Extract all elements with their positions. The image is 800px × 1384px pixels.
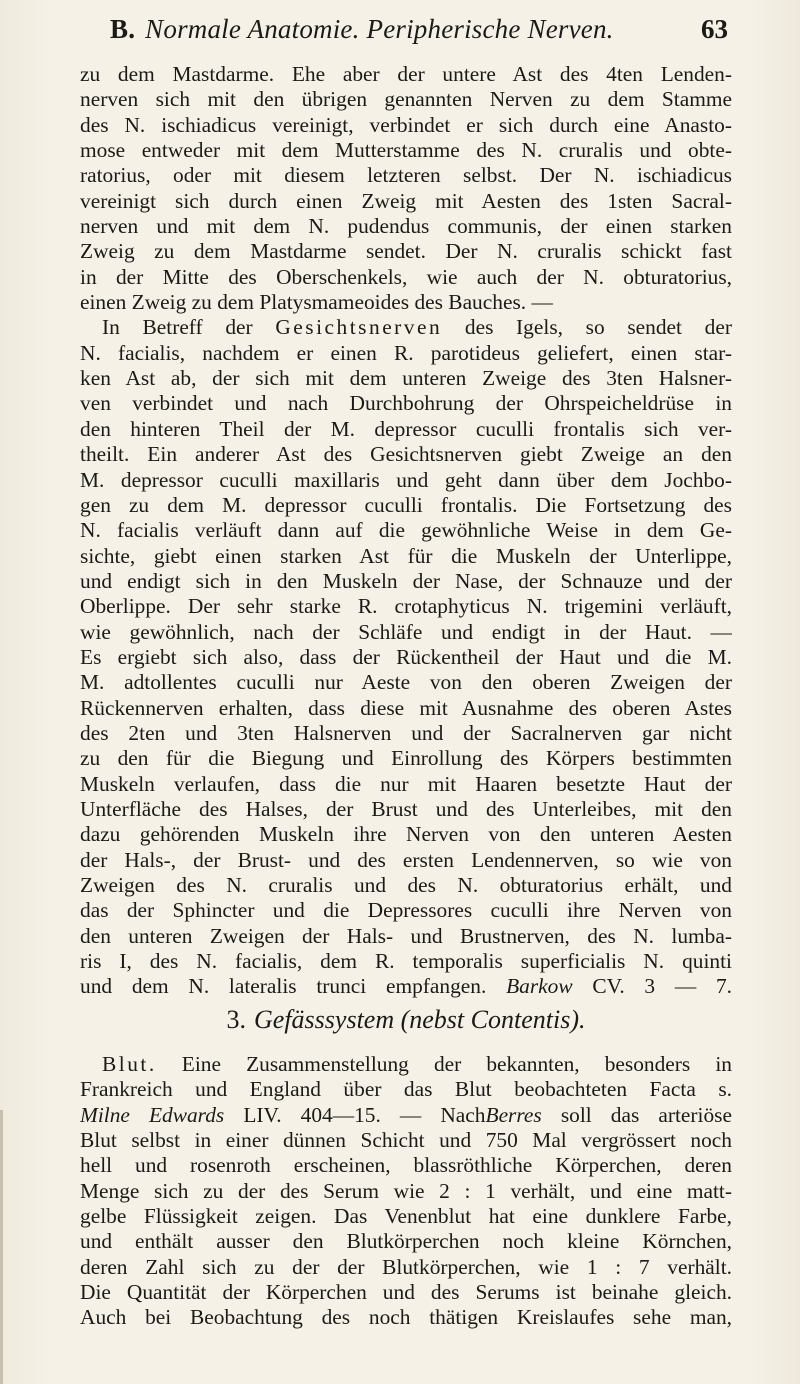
text-line: gen zu dem M. depressor cuculli frontalis. Die Fortsetzung des <box>80 492 732 517</box>
text-line: Frankreich und England über das Blut beobachteten Facta s. <box>80 1077 732 1102</box>
text-line: der Hals-, der Brust- und des ersten Lendennerven, so wie von <box>80 847 732 872</box>
page-number: 63 <box>701 14 728 44</box>
text-line: dazu gehörenden Muskeln ihre Nerven von den unteren Aesten <box>80 822 732 847</box>
text-line: mose entweder mit dem Mutterstamme des N. cruralis und obte- <box>80 138 732 163</box>
text-line: M. adtollentes cuculli nur Aeste von den oberen Zweigen der <box>80 670 732 695</box>
text-line: das der Sphincter und die Depressores cuculli ihre Nerven von <box>80 898 732 923</box>
text-fragment: des Igels, so sendet der <box>464 315 732 340</box>
text-line: Die Quantität der Körperchen und des Serums ist beinahe gleich. <box>80 1280 732 1305</box>
spaced-term: Gesichtsnerven <box>275 315 443 340</box>
text-line: den unteren Zweigen der Hals- und Brustnerven, des N. lumba- <box>80 923 732 948</box>
text-line: Auch bei Beobachtung des noch thätigen Kreislaufes sehe man, <box>80 1305 732 1330</box>
citation-author: Barkow <box>506 974 573 999</box>
blut-label: Blut. <box>102 1052 157 1076</box>
text-line: und enthält ausser den Blutkörperchen noch kleine Körnchen, <box>80 1229 732 1254</box>
text-line: deren Zahl sich zu der der Blutkörperchen, wie 1 : 7 verhält. <box>80 1254 732 1279</box>
text-fragment: Eine Zusammenstellung der bekannten, besonders in <box>181 1052 732 1076</box>
header-title <box>110 14 614 45</box>
text-line: den hinteren Theil der M. depressor cuculli frontalis sich ver- <box>80 416 732 441</box>
section-title: Gefässsystem (nebst Contentis). <box>254 1005 586 1034</box>
main-text <box>80 62 732 1000</box>
text-line: theilt. Ein anderer Ast des Gesichtsnerven giebt Zweige an den <box>80 442 732 467</box>
text-line: Unterfläche des Halses, der Brust und des Unterleibes, mit den <box>80 796 732 821</box>
header-section-letter: B. <box>110 14 136 44</box>
running-header <box>80 14 728 54</box>
text-line: ven verbindet und nach Durchbohrung der Ohrspeicheldrüse in <box>80 391 732 416</box>
text-line: N. facialis, nachdem er einen R. parotideus geliefert, einen star- <box>80 340 732 365</box>
text-line: nerven und mit dem N. pudendus communis, der einen starken <box>80 214 732 239</box>
text-line: vereinigt sich durch einen Zweig mit Aesten des 1sten Sacral- <box>80 188 732 213</box>
citation-ref: LIV. 404—15. — Nach <box>243 1102 486 1127</box>
header-title-text: Normale Anatomie. Peripherische Nerven. <box>145 14 614 44</box>
text-line: des N. ischiadicus vereinigt, verbindet er sich durch eine Anasto- <box>80 112 732 137</box>
text-line: gelbe Flüssigkeit zeigen. Das Venenblut hat eine dunklere Farbe, <box>80 1204 732 1229</box>
text-line: N. facialis verläuft dann auf die gewöhnliche Weise in dem Ge- <box>80 518 732 543</box>
citation-author: Berres <box>485 1102 542 1127</box>
text-line: Oberlippe. Der sehr starke R. crotaphyticus N. trigemini verläuft, <box>80 594 732 619</box>
text-line: zu den für die Biegung und Einrollung des Körpers bestimmten <box>80 746 732 771</box>
text-line: und endigt sich in den Muskeln der Nase, der Schnauze und der <box>80 568 732 593</box>
text-line-citation <box>80 974 732 999</box>
section-number: 3. <box>226 1005 247 1034</box>
citation-ref: CV. 3 — 7. <box>592 974 732 999</box>
text-line-milne <box>80 1103 732 1128</box>
text-fragment: In Betreff der <box>102 315 253 340</box>
page-edge-shadow <box>0 1110 3 1384</box>
text-line: des 2ten und 3ten Halsnerven und der Sacralnerven gar nicht <box>80 720 732 745</box>
blut-paragraph <box>80 1052 732 1331</box>
text-line: Muskeln verlaufen, dass die nur mit Haaren besetzte Haut der <box>80 771 732 796</box>
text-line: ris I, des N. facialis, dem R. temporalis superficialis N. quinti <box>80 949 732 974</box>
text-line: Rückennerven erhalten, dass diese mit Ausnahme des oberen Astes <box>80 695 732 720</box>
text-fragment: soll das arteriöse <box>560 1102 732 1127</box>
text-line: nerven sich mit den übrigen genannten Nerven zu dem Stamme <box>80 87 732 112</box>
text-line: sichte, giebt einen starken Ast für die Muskeln der Unterlippe, <box>80 543 732 568</box>
text-line: Es ergiebt sich also, dass der Rückentheil der Haut und die M. <box>80 644 732 669</box>
text-fragment: und dem N. lateralis trunci empfangen. <box>80 974 487 999</box>
text-line: ken Ast ab, der sich mit dem unteren Zweige des 3ten Halsner- <box>80 366 732 391</box>
text-line: Blut selbst in einer dünnen Schicht und 750 Mal vergrössert noch <box>80 1128 732 1153</box>
text-line-blut <box>80 1052 732 1077</box>
paragraph-gesichtsnerven <box>80 315 732 340</box>
text-line: ratorius, oder mit diesem letzteren selbst. Der N. ischiadicus <box>80 163 732 188</box>
text-line: Zweig zu dem Mastdarme sendet. Der N. cruralis schickt fast <box>80 239 732 264</box>
text-line: hell und rosenroth erscheinen, blassröthliche Körperchen, deren <box>80 1153 732 1178</box>
text-line: M. depressor cuculli maxillaris und geht dann über dem Jochbo- <box>80 467 732 492</box>
text-line: einen Zweig zu dem Platysmameoides des Bauches. — <box>80 290 553 315</box>
text-line: wie gewöhnlich, nach der Schläfe und endigt in der Haut. — <box>80 619 732 644</box>
text-line: Zweigen des N. cruralis und des N. obturatorius erhält, und <box>80 873 732 897</box>
section-heading <box>80 1005 732 1035</box>
citation-author: Milne Edwards <box>80 1102 225 1127</box>
text-line: in der Mitte des Oberschenkels, wie auch der N. obturatorius, <box>80 264 732 289</box>
text-line: Menge sich zu der des Serum wie 2 : 1 verhält, und eine matt- <box>80 1178 732 1203</box>
text-line: zu dem Mastdarme. Ehe aber der untere Ast des 4ten Lenden- <box>80 62 732 86</box>
